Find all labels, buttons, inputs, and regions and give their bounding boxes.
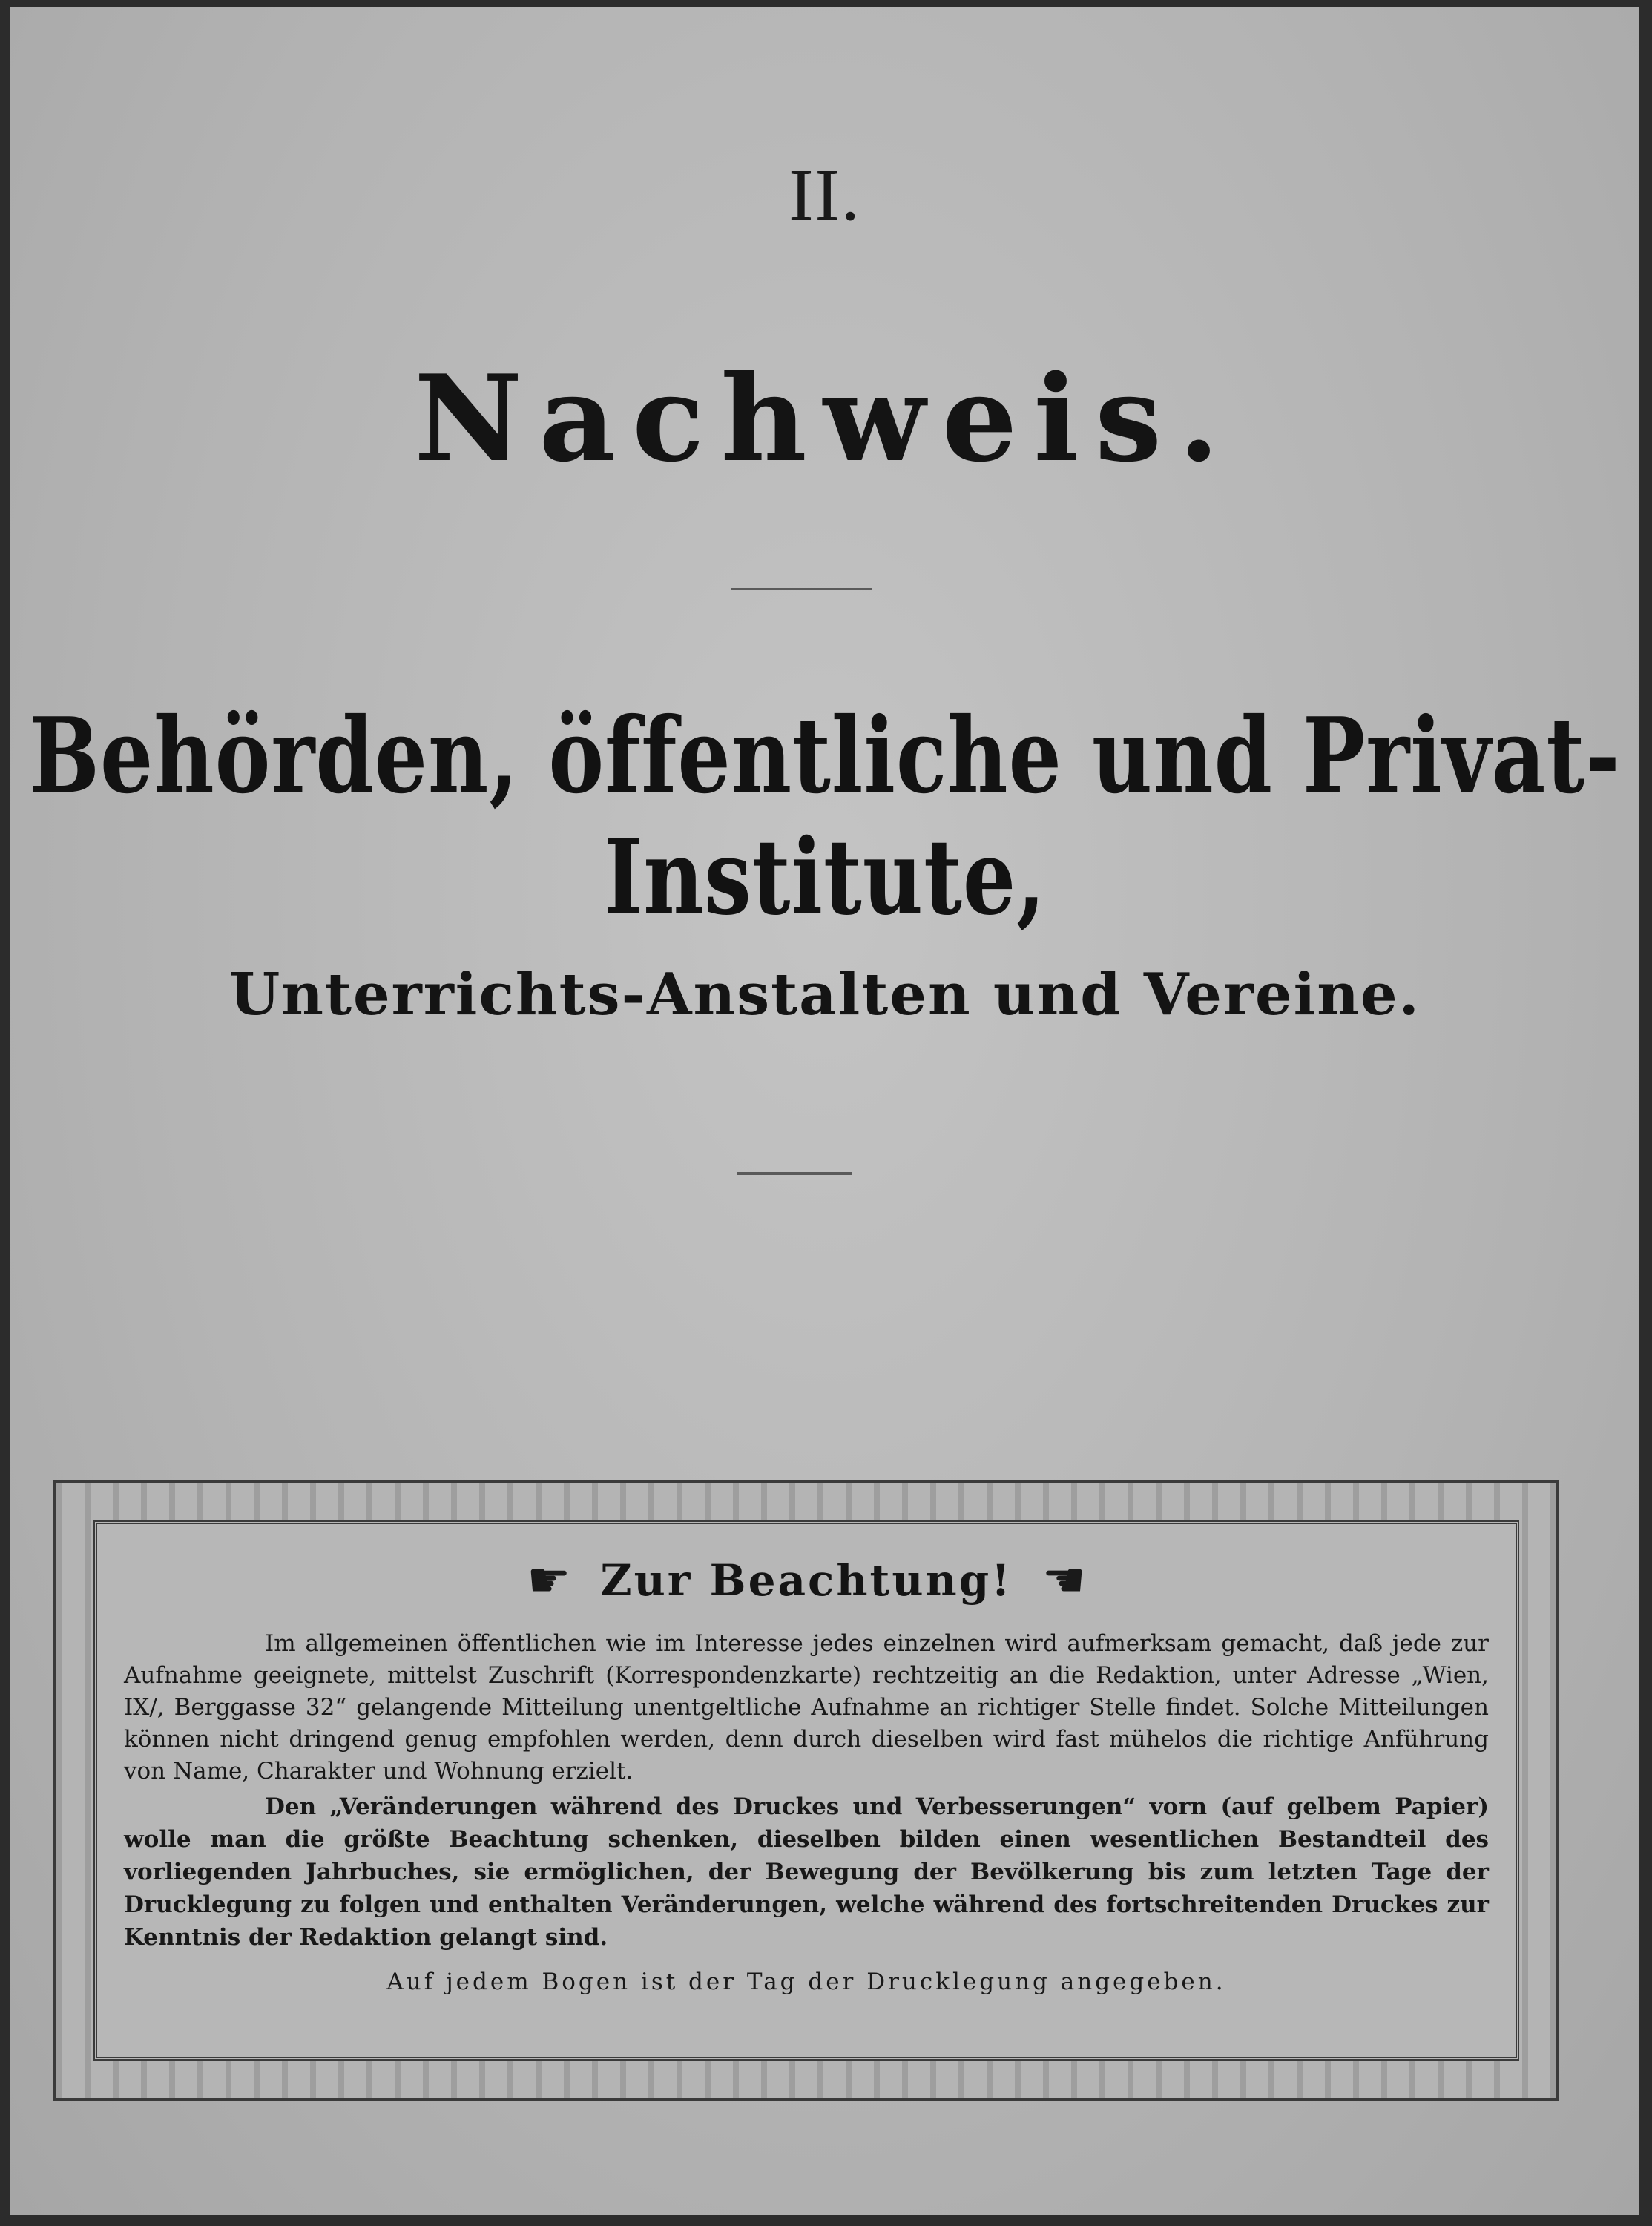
pointing-hand-right-icon: ☛	[527, 1552, 571, 1609]
notice-heading	[97, 1552, 1516, 1609]
notice-closing-line: Auf jedem Bogen ist der Tag der Drucklegung angegeben.	[386, 1969, 1226, 1995]
notice-border-frame	[53, 1480, 1559, 2101]
divider-top	[731, 588, 872, 590]
notice-paragraph-1: Im allgemeinen öffentlichen wie im Interesse jedes einzelnen wird aufmerksam gemacht, daß jede zur Aufnahme geeignete, mittelst Zuschrift (Korrespondenzkarte) rechtzeitig an die Redaktion, unter Adresse „Wien, IX/, Berggasse 32“ gelangende Mitteilung unentgeltliche Aufnahme an richtiger Stelle findet. Solche Mitteilungen können nicht dringend genug empfohlen werden, denn durch dieselben wird fast mühelos die richtige Anführung von Name, Charakter und Wohnung erzielt.	[124, 1630, 1489, 1785]
divider-middle	[737, 1172, 852, 1175]
notice-paragraph-2: Den „Veränderungen während des Druckes und Verbesserungen“ vorn (auf gelbem Papier) wolle man die größte Beachtung schenken, dieselben bilden einen wesentlichen Bestandteil des vorliegenden Jahrbuches, sie ermöglichen, der Bewegung der Bevölkerung bis zum letzten Tage der Drucklegung zu folgen und enthalten Veränderungen, welche während des fortschreitenden Druckes zur Kenntnis der Redaktion gelangt sind.	[124, 1793, 1489, 1951]
document-page	[10, 7, 1639, 2215]
notice-title: Zur Beachtung!	[600, 1555, 1013, 1606]
notice-body	[124, 1628, 1489, 1995]
notice-box	[93, 1520, 1519, 2061]
subtitle-line-1: Behörden, öffentliche und Privat-Institute,	[29, 695, 1621, 939]
page-title: Nachweis.	[414, 349, 1236, 488]
pointing-hand-left-icon: ☚	[1041, 1552, 1086, 1609]
subtitle-line-2: Unterrichts-Anstalten und Vereine.	[229, 961, 1421, 1028]
section-number: II.	[789, 154, 861, 236]
